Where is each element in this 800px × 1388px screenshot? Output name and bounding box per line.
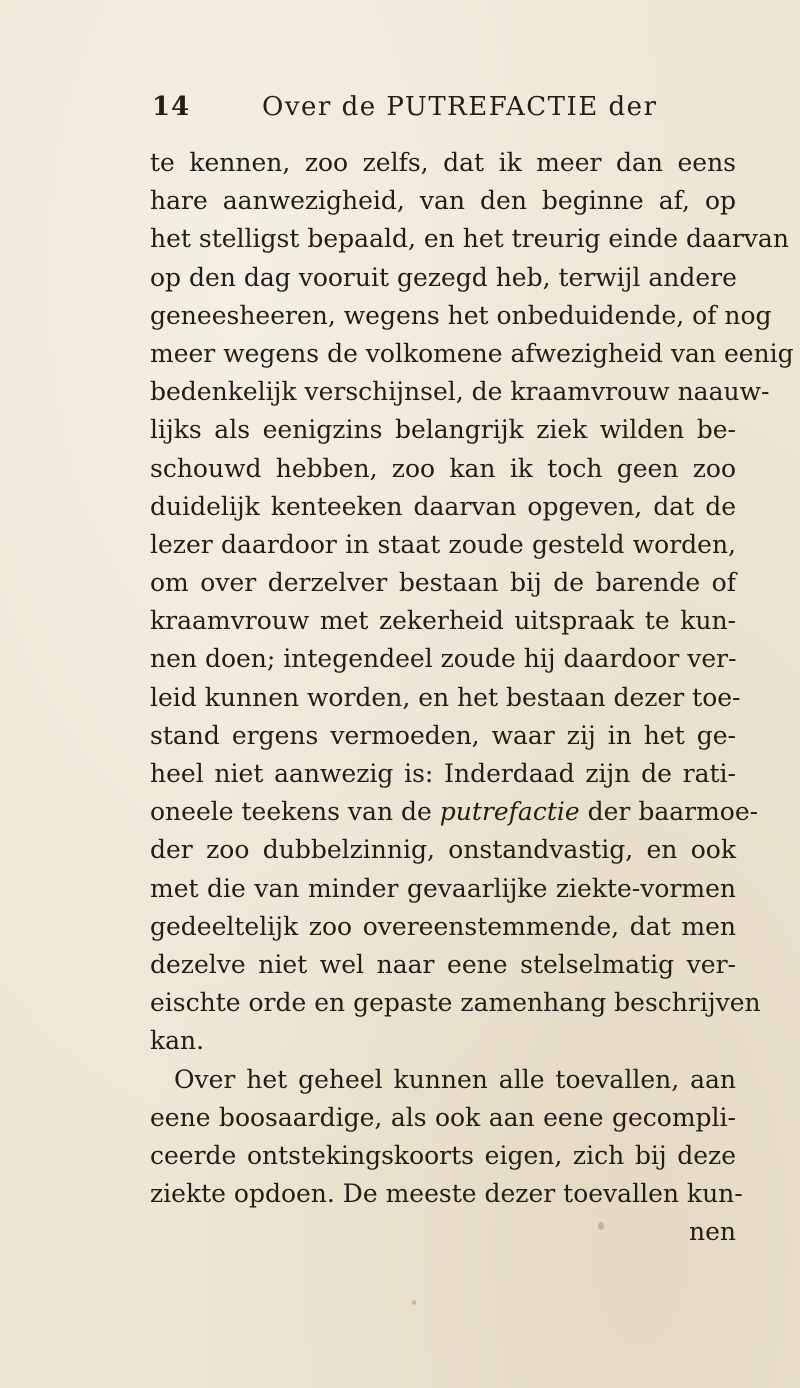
- italic-term: putrefactie: [439, 797, 580, 827]
- text-line: met die van minder gevaarlijke ziekte-vormen: [150, 873, 736, 903]
- text-line: leid kunnen worden, en het bestaan dezer toe-: [150, 682, 741, 712]
- running-head: [152, 92, 672, 132]
- text-line: lijks als eenigzins belangrijk ziek wilden be-: [150, 415, 736, 445]
- text-line: Over het geheel kunnen alle toevallen, aan: [174, 1064, 736, 1094]
- text-line: dezelve niet wel naar eene stelselmatig ver-: [150, 949, 736, 979]
- text-line: duidelijk kenteeken daarvan opgeven, dat de: [150, 491, 736, 521]
- text-line: het stelligst bepaald, en het treurig einde daarvan: [150, 224, 789, 254]
- text-line: der zoo dubbelzinnig, onstandvastig, en ook: [150, 835, 736, 865]
- paper-speck: [598, 1222, 604, 1230]
- text-line: heel niet aanwezig is: Inderdaad zijn de rati-: [150, 759, 736, 788]
- text-fragment: oneele teekens van de: [150, 797, 432, 827]
- paragraph-end-line: kan.: [150, 1026, 205, 1056]
- text-line: op den dag vooruit gezegd heb, terwijl andere: [150, 262, 737, 292]
- text-line: eene boosaardige, als ook aan eene gecompli-: [150, 1102, 736, 1132]
- text-line: te kennen, zoo zelfs, dat ik meer dan eens: [150, 148, 736, 177]
- text-line: ziekte opdoen. De meeste dezer toevallen kun-: [150, 1179, 743, 1209]
- running-title: Over de PUTREFACTIE der: [262, 92, 658, 122]
- text-line-italic-term: [150, 793, 759, 831]
- text-line: stand ergens vermoeden, waar zij in het ge-: [150, 720, 736, 750]
- catchword-line: nen: [689, 1217, 736, 1247]
- page-number: 14: [152, 92, 191, 122]
- paper-speck: [412, 1300, 416, 1305]
- text-line: bedenkelijk verschijnsel, de kraamvrouw naauw-: [150, 377, 770, 407]
- text-fragment: der baarmoe-: [587, 797, 759, 827]
- text-line: meer wegens de volkomene afwezigheid van eenig: [150, 338, 794, 368]
- text-line: schouwd hebben, zoo kan ik toch geen zoo: [150, 453, 736, 483]
- text-line: eischte orde en gepaste zamenhang beschrijven: [150, 988, 761, 1018]
- text-line: gedeeltelijk zoo overeenstemmende, dat men: [150, 911, 736, 941]
- text-line: ceerde ontstekingskoorts eigen, zich bij deze: [150, 1140, 736, 1170]
- text-line: nen doen; integendeel zoude hij daardoor ver-: [150, 644, 737, 674]
- text-line: kraamvrouw met zekerheid uitspraak te kun-: [150, 606, 736, 636]
- text-line: lezer daardoor in staat zoude gesteld worden,: [150, 529, 736, 559]
- text-line: om over derzelver bestaan bij de barende of: [150, 568, 736, 598]
- body-text: [150, 144, 794, 1251]
- text-line: geneesheeren, wegens het onbeduidende, of nog: [150, 300, 772, 330]
- text-line: hare aanwezigheid, van den beginne af, op: [150, 186, 736, 216]
